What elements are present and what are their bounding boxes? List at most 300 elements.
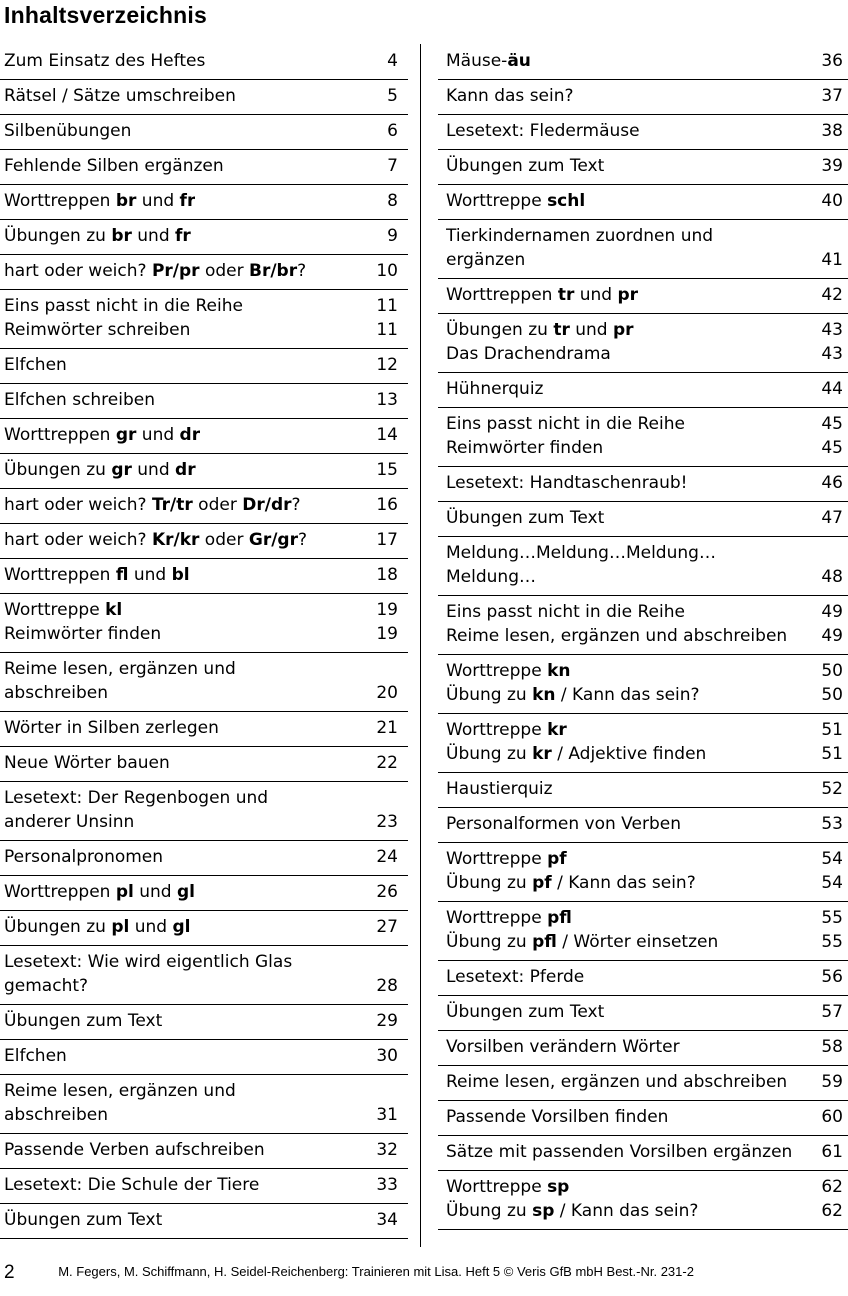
- toc-entry-title: [4, 681, 108, 705]
- toc-entry[interactable]: [438, 773, 848, 808]
- toc-entry[interactable]: [0, 419, 408, 454]
- toc-entry-title: [4, 119, 131, 143]
- toc-entry[interactable]: [438, 314, 848, 373]
- toc-entry-page-number: 23: [376, 812, 398, 832]
- toc-entry-page-number: 62: [821, 1201, 843, 1221]
- toc-entry-line: [4, 49, 398, 73]
- toc-entry-line: [446, 49, 843, 73]
- toc-entry[interactable]: [438, 115, 848, 150]
- toc-entry[interactable]: [438, 1171, 848, 1230]
- toc-entry-title: [446, 49, 531, 73]
- toc-entry[interactable]: [0, 946, 408, 1005]
- bold-keyword: fl: [115, 565, 129, 585]
- toc-entry-line: [4, 1138, 398, 1162]
- toc-entry-page-number: 13: [376, 390, 398, 410]
- toc-entry-title: [446, 965, 584, 989]
- toc-entry-title: [446, 119, 640, 143]
- entry-text-segment: und: [131, 226, 176, 246]
- toc-entry-line: [4, 388, 398, 412]
- toc-entry-title: [446, 506, 604, 530]
- toc-entry-page-number: 31: [376, 1105, 398, 1125]
- toc-entry-page-number: 51: [821, 720, 843, 740]
- toc-entry[interactable]: [0, 150, 408, 185]
- toc-entry-page-number: 53: [821, 814, 843, 834]
- toc-entry-page-number: 24: [376, 847, 398, 867]
- toc-entry[interactable]: [438, 1101, 848, 1136]
- entry-text-segment: Zum Einsatz des Heftes: [4, 51, 206, 71]
- toc-entry-line: [4, 716, 398, 740]
- toc-entry-title: [446, 283, 638, 307]
- entry-text-segment: Übungen zu: [4, 460, 112, 480]
- toc-entry-page-number: 50: [821, 685, 843, 705]
- toc-entry-line: [446, 224, 843, 248]
- entry-text-segment: abschreiben: [4, 683, 109, 703]
- toc-entry-title: [4, 318, 190, 342]
- toc-entry[interactable]: [438, 467, 848, 502]
- toc-entry-title: [4, 716, 219, 740]
- bold-keyword: dr: [175, 460, 196, 480]
- toc-entry[interactable]: [438, 714, 848, 773]
- toc-entry-page-number: 33: [376, 1175, 398, 1195]
- toc-entry-title: [446, 930, 718, 954]
- toc-entry-line: [446, 1000, 843, 1024]
- toc-entry-title: [446, 683, 700, 707]
- toc-entry[interactable]: [0, 841, 408, 876]
- toc-entry-page-number: 43: [821, 320, 843, 340]
- toc-entry-line: [4, 751, 398, 775]
- toc-entry-line: [446, 84, 843, 108]
- toc-entry-line: [446, 342, 843, 366]
- entry-text-segment: Lesetext: Fledermäuse: [446, 121, 640, 141]
- toc-entry-line: [446, 1140, 843, 1164]
- toc-entry-line: [4, 189, 398, 213]
- toc-entry-page-number: 20: [376, 683, 398, 703]
- toc-entry-title: [446, 659, 570, 683]
- toc-entry-line: [446, 377, 843, 401]
- entry-text-segment: Worttreppe: [446, 1177, 548, 1197]
- entry-text-segment: und: [131, 460, 176, 480]
- entry-text-segment: Das Drachendrama: [446, 344, 611, 364]
- toc-entry-title: [4, 622, 161, 646]
- toc-entry-line: [4, 1208, 398, 1232]
- entry-text-segment: Lesetext: Der Regenbogen und: [4, 788, 269, 808]
- toc-entry-title: [446, 1070, 787, 1094]
- entry-text-segment: Sätze mit passenden Vorsilben ergänzen: [446, 1142, 793, 1162]
- toc-entry-page-number: 48: [821, 567, 843, 587]
- entry-text-segment: Reime lesen, ergänzen und: [4, 659, 236, 679]
- toc-entry-line: [446, 119, 843, 143]
- toc-entry-line: [4, 915, 398, 939]
- toc-entry-page-number: 16: [376, 495, 398, 515]
- toc-entry-title: [4, 84, 236, 108]
- toc-entry[interactable]: [0, 80, 408, 115]
- toc-entry-title: [446, 742, 706, 766]
- toc-entry-line: [446, 189, 843, 213]
- toc-entry-line: [446, 565, 843, 589]
- entry-text-segment: Haustierquiz: [446, 779, 553, 799]
- toc-entry-line: [4, 681, 398, 705]
- entry-text-segment: und: [129, 917, 173, 937]
- entry-text-segment: Personalformen von Verben: [446, 814, 681, 834]
- bold-keyword: äu: [507, 51, 531, 71]
- toc-entry-title: [4, 388, 155, 412]
- toc-entry[interactable]: [438, 655, 848, 714]
- toc-entry-title: [446, 718, 567, 742]
- toc-entry[interactable]: [438, 996, 848, 1031]
- toc-entry-line: [446, 318, 843, 342]
- toc-entry-title: [446, 318, 634, 342]
- toc-entry-page-number: 55: [821, 908, 843, 928]
- toc-entry-page-number: 28: [376, 976, 398, 996]
- toc-entry-page-number: 17: [376, 530, 398, 550]
- bold-keyword: fr: [179, 191, 196, 211]
- toc-entry[interactable]: [0, 594, 408, 653]
- toc-entry-line: [4, 950, 398, 974]
- entry-text-segment: Reimwörter finden: [4, 624, 162, 644]
- toc-entry[interactable]: [0, 45, 408, 80]
- bold-keyword: Gr/gr: [248, 530, 298, 550]
- toc-entry-title: [4, 294, 243, 318]
- bold-keyword: pf: [547, 849, 567, 869]
- entry-text-segment: Tierkindernamen zuordnen und: [446, 226, 714, 246]
- toc-entry-page-number: 27: [376, 917, 398, 937]
- entry-text-segment: Worttreppe: [4, 600, 106, 620]
- toc-entry-title: [446, 906, 572, 930]
- toc-entry-page-number: 36: [821, 51, 843, 71]
- entry-text-segment: Lesetext: Die Schule der Tiere: [4, 1175, 260, 1195]
- toc-entry-title: [4, 657, 236, 681]
- entry-text-segment: Elfchen schreiben: [4, 390, 156, 410]
- bold-keyword: kn: [547, 661, 571, 681]
- toc-entry-page-number: 34: [376, 1210, 398, 1230]
- entry-text-segment: Reimwörter schreiben: [4, 320, 191, 340]
- toc-entry[interactable]: [0, 524, 408, 559]
- toc-entry-page-number: 11: [376, 320, 398, 340]
- toc-entry-title: [4, 353, 67, 377]
- entry-text-segment: Übungen zum Text: [446, 508, 605, 528]
- toc-entry-title: [4, 154, 224, 178]
- toc-entry[interactable]: [438, 1066, 848, 1101]
- entry-text-segment: Eins passt nicht in die Reihe: [446, 602, 685, 622]
- toc-entry-page-number: 10: [376, 261, 398, 281]
- toc-entry-line: [446, 541, 843, 565]
- toc-entry-page-number: 61: [821, 1142, 843, 1162]
- toc-entry-line: [4, 1103, 398, 1127]
- toc-entry-page-number: 8: [387, 191, 398, 211]
- entry-text-segment: Eins passt nicht in die Reihe: [4, 296, 243, 316]
- toc-entry-title: [4, 810, 134, 834]
- toc-entry[interactable]: [0, 911, 408, 946]
- toc-entry-line: [4, 1173, 398, 1197]
- bold-keyword: pl: [111, 917, 130, 937]
- toc-entry-title: [446, 436, 603, 460]
- toc-entry-title: [4, 563, 190, 587]
- bold-keyword: tr: [553, 320, 570, 340]
- bold-keyword: sp: [532, 1201, 555, 1221]
- toc-entry-page-number: 37: [821, 86, 843, 106]
- entry-text-segment: Rätsel / Sätze umschreiben: [4, 86, 236, 106]
- toc-entry[interactable]: [0, 255, 408, 290]
- toc-entry[interactable]: [438, 185, 848, 220]
- bold-keyword: Tr/tr: [151, 495, 193, 515]
- toc-entry-title: [4, 915, 190, 939]
- entry-text-segment: Reime lesen, ergänzen und: [4, 1081, 236, 1101]
- toc-entry-line: [446, 965, 843, 989]
- toc-entry-title: [446, 600, 685, 624]
- toc-entry[interactable]: [0, 489, 408, 524]
- entry-text-segment: und: [569, 320, 613, 340]
- toc-entry-title: [4, 1208, 162, 1232]
- toc-entry-page-number: 30: [376, 1046, 398, 1066]
- toc-entry-page-number: 12: [376, 355, 398, 375]
- bold-keyword: gl: [176, 882, 195, 902]
- toc-entry-line: [4, 294, 398, 318]
- toc-entry-line: [446, 1175, 843, 1199]
- entry-text-segment: Hühnerquiz: [446, 379, 544, 399]
- toc-entry-line: [446, 777, 843, 801]
- toc-entry-page-number: 58: [821, 1037, 843, 1057]
- toc-entry-page-number: 55: [821, 932, 843, 952]
- toc-entry-line: [446, 506, 843, 530]
- bold-keyword: kr: [547, 720, 567, 740]
- toc-entry-line: [446, 659, 843, 683]
- toc-entry-title: [4, 786, 268, 810]
- toc-entry-line: [446, 683, 843, 707]
- toc-entry-page-number: 56: [821, 967, 843, 987]
- toc-entry[interactable]: [0, 876, 408, 911]
- toc-entry-page-number: 32: [376, 1140, 398, 1160]
- toc-entry-page-number: 18: [376, 565, 398, 585]
- toc-entry[interactable]: [438, 150, 848, 185]
- toc-entry-line: [4, 84, 398, 108]
- toc-entry-title: [4, 1138, 265, 1162]
- entry-text-segment: Personalpronomen: [4, 847, 164, 867]
- toc-entry-line: [446, 812, 843, 836]
- toc-entry[interactable]: [0, 653, 408, 712]
- entry-text-segment: / Kann das sein?: [555, 685, 700, 705]
- toc-entry-title: [4, 598, 122, 622]
- toc-entry[interactable]: [438, 961, 848, 996]
- toc-entry[interactable]: [0, 1075, 408, 1134]
- toc-entry-page-number: 21: [376, 718, 398, 738]
- entry-text-segment: Elfchen: [4, 1046, 67, 1066]
- entry-text-segment: Worttreppe: [446, 849, 548, 869]
- toc-entry[interactable]: [438, 902, 848, 961]
- entry-text-segment: Lesetext: Pferde: [446, 967, 585, 987]
- toc-entry-page-number: 22: [376, 753, 398, 773]
- entry-text-segment: Meldung…Meldung…Meldung…: [446, 543, 716, 563]
- toc-entry-page-number: 54: [821, 849, 843, 869]
- toc-entry-page-number: 41: [821, 250, 843, 270]
- toc-entry-line: [446, 1070, 843, 1094]
- toc-entry-page-number: 59: [821, 1072, 843, 1092]
- entry-text-segment: Mäuse-: [446, 51, 508, 71]
- entry-text-segment: Reime lesen, ergänzen und abschreiben: [446, 1072, 788, 1092]
- toc-entry-title: [446, 541, 716, 565]
- entry-text-segment: hart oder weich?: [4, 495, 152, 515]
- toc-entry[interactable]: [0, 290, 408, 349]
- toc-entry-page-number: 5: [387, 86, 398, 106]
- toc-entry-line: [446, 600, 843, 624]
- toc-entry[interactable]: [438, 373, 848, 408]
- toc-entry[interactable]: [0, 349, 408, 384]
- toc-entry-title: [446, 377, 543, 401]
- bold-keyword: pl: [115, 882, 134, 902]
- toc-entry-line: [446, 871, 843, 895]
- entry-text-segment: und: [136, 425, 180, 445]
- toc-entry-line: [4, 458, 398, 482]
- toc-entry[interactable]: [438, 45, 848, 80]
- toc-entry-title: [446, 871, 696, 895]
- toc-entry-title: [446, 189, 585, 213]
- toc-entry[interactable]: [0, 1204, 408, 1239]
- toc-entry[interactable]: [0, 559, 408, 594]
- toc-entry[interactable]: [438, 537, 848, 596]
- toc-entry[interactable]: [0, 185, 408, 220]
- toc-entry[interactable]: [438, 1136, 848, 1171]
- toc-entry-title: [446, 1199, 698, 1223]
- toc-entry[interactable]: [438, 808, 848, 843]
- toc-entry-title: [4, 950, 292, 974]
- toc-entry-title: [446, 248, 525, 272]
- entry-text-segment: und: [574, 285, 618, 305]
- toc-entry[interactable]: [438, 502, 848, 537]
- toc-entry[interactable]: [0, 1005, 408, 1040]
- toc-entry-line: [4, 353, 398, 377]
- toc-entry-title: [446, 565, 536, 589]
- toc-entry-page-number: 9: [387, 226, 398, 246]
- toc-entry[interactable]: [0, 454, 408, 489]
- bold-keyword: kl: [105, 600, 123, 620]
- toc-entry-title: [4, 1173, 259, 1197]
- toc-entry[interactable]: [0, 1040, 408, 1075]
- toc-entry-title: [4, 845, 163, 869]
- toc-entry[interactable]: [0, 782, 408, 841]
- entry-text-segment: Übung zu: [446, 932, 533, 952]
- entry-text-segment: Silbenübungen: [4, 121, 132, 141]
- toc-entry-page-number: 14: [376, 425, 398, 445]
- entry-text-segment: und: [136, 191, 180, 211]
- entry-text-segment: Fehlende Silben ergänzen: [4, 156, 224, 176]
- bold-keyword: gr: [115, 425, 137, 445]
- toc-entry[interactable]: [438, 279, 848, 314]
- entry-text-segment: oder: [199, 261, 249, 281]
- entry-text-segment: Übungen zu: [4, 226, 112, 246]
- entry-text-segment: und: [133, 882, 177, 902]
- toc-entry-line: [4, 119, 398, 143]
- toc-left-column: [0, 45, 408, 1239]
- entry-text-segment: / Kann das sein?: [551, 873, 696, 893]
- bold-keyword: tr: [557, 285, 575, 305]
- entry-text-segment: Worttreppe: [446, 661, 548, 681]
- toc-entry-page-number: 46: [821, 473, 843, 493]
- toc-entry-line: [446, 624, 843, 648]
- toc-entry-page-number: 11: [376, 296, 398, 316]
- entry-text-segment: Worttreppen: [446, 285, 558, 305]
- toc-entry[interactable]: [0, 220, 408, 255]
- toc-entry[interactable]: [438, 80, 848, 115]
- toc-right-column: [438, 45, 848, 1230]
- toc-entry[interactable]: [438, 596, 848, 655]
- toc-entry-line: [446, 1105, 843, 1129]
- toc-entry-title: [4, 880, 195, 904]
- toc-entry-title: [446, 412, 685, 436]
- toc-entry-page-number: 50: [821, 661, 843, 681]
- bold-keyword: pr: [612, 320, 634, 340]
- entry-text-segment: anderer Unsinn: [4, 812, 135, 832]
- toc-entry-page-number: 26: [376, 882, 398, 902]
- toc-entry[interactable]: [0, 712, 408, 747]
- toc-entry[interactable]: [0, 747, 408, 782]
- toc-entry[interactable]: [438, 1031, 848, 1066]
- toc-entry-page-number: 39: [821, 156, 843, 176]
- toc-entry-page-number: 52: [821, 779, 843, 799]
- toc-entry-title: [446, 1140, 792, 1164]
- toc-entry-title: [446, 84, 574, 108]
- toc-entry[interactable]: [0, 115, 408, 150]
- toc-entry[interactable]: [438, 220, 848, 279]
- entry-text-segment: Übungen zum Text: [446, 1002, 605, 1022]
- entry-text-segment: Elfchen: [4, 355, 67, 375]
- toc-entry-page-number: 43: [821, 344, 843, 364]
- toc-entry-line: [4, 598, 398, 622]
- entry-text-segment: ?: [297, 530, 307, 550]
- entry-text-segment: Passende Verben aufschreiben: [4, 1140, 265, 1160]
- entry-text-segment: Eins passt nicht in die Reihe: [446, 414, 685, 434]
- bold-keyword: schl: [547, 191, 586, 211]
- entry-text-segment: Übung zu: [446, 873, 533, 893]
- toc-entry[interactable]: [0, 1134, 408, 1169]
- toc-entry-title: [446, 1035, 680, 1059]
- toc-entry-title: [446, 812, 681, 836]
- bold-keyword: dr: [179, 425, 201, 445]
- entry-text-segment: Übung zu: [446, 1201, 533, 1221]
- entry-text-segment: ?: [291, 495, 301, 515]
- toc-entry-title: [4, 423, 200, 447]
- toc-entry-title: [4, 1103, 108, 1127]
- toc-entry-page-number: 7: [387, 156, 398, 176]
- toc-entry-page-number: 47: [821, 508, 843, 528]
- toc-entry[interactable]: [0, 384, 408, 419]
- toc-entry-title: [446, 777, 553, 801]
- toc-entry[interactable]: [438, 843, 848, 902]
- toc-entry-line: [4, 974, 398, 998]
- bold-keyword: kn: [532, 685, 556, 705]
- toc-entry-line: [4, 786, 398, 810]
- toc-entry[interactable]: [0, 1169, 408, 1204]
- toc-entry-line: [446, 1199, 843, 1223]
- toc-entry-line: [446, 436, 843, 460]
- toc-entry-title: [446, 1105, 668, 1129]
- toc-entry-page-number: 45: [821, 438, 843, 458]
- entry-text-segment: / Kann das sein?: [554, 1201, 699, 1221]
- toc-entry[interactable]: [438, 408, 848, 467]
- footer-credits: M. Fegers, M. Schiffmann, H. Seidel-Reichenberg: Trainieren mit Lisa. Heft 5 © Veris GfB mbH Best.-Nr. 231-2: [58, 1264, 694, 1279]
- toc-entry-page-number: 19: [376, 624, 398, 644]
- toc-entry-title: [4, 1009, 162, 1033]
- bold-keyword: pfl: [532, 932, 557, 952]
- entry-text-segment: oder: [192, 495, 243, 515]
- column-divider: [420, 44, 421, 1247]
- toc-entry-title: [4, 1079, 236, 1103]
- toc-entry-page-number: 38: [821, 121, 843, 141]
- toc-entry-line: [4, 657, 398, 681]
- toc-entry-line: [4, 224, 398, 248]
- toc-entry-line: [4, 1079, 398, 1103]
- toc-entry-page-number: 49: [821, 626, 843, 646]
- toc-entry-page-number: 4: [387, 51, 398, 71]
- page-footer: [4, 1262, 694, 1284]
